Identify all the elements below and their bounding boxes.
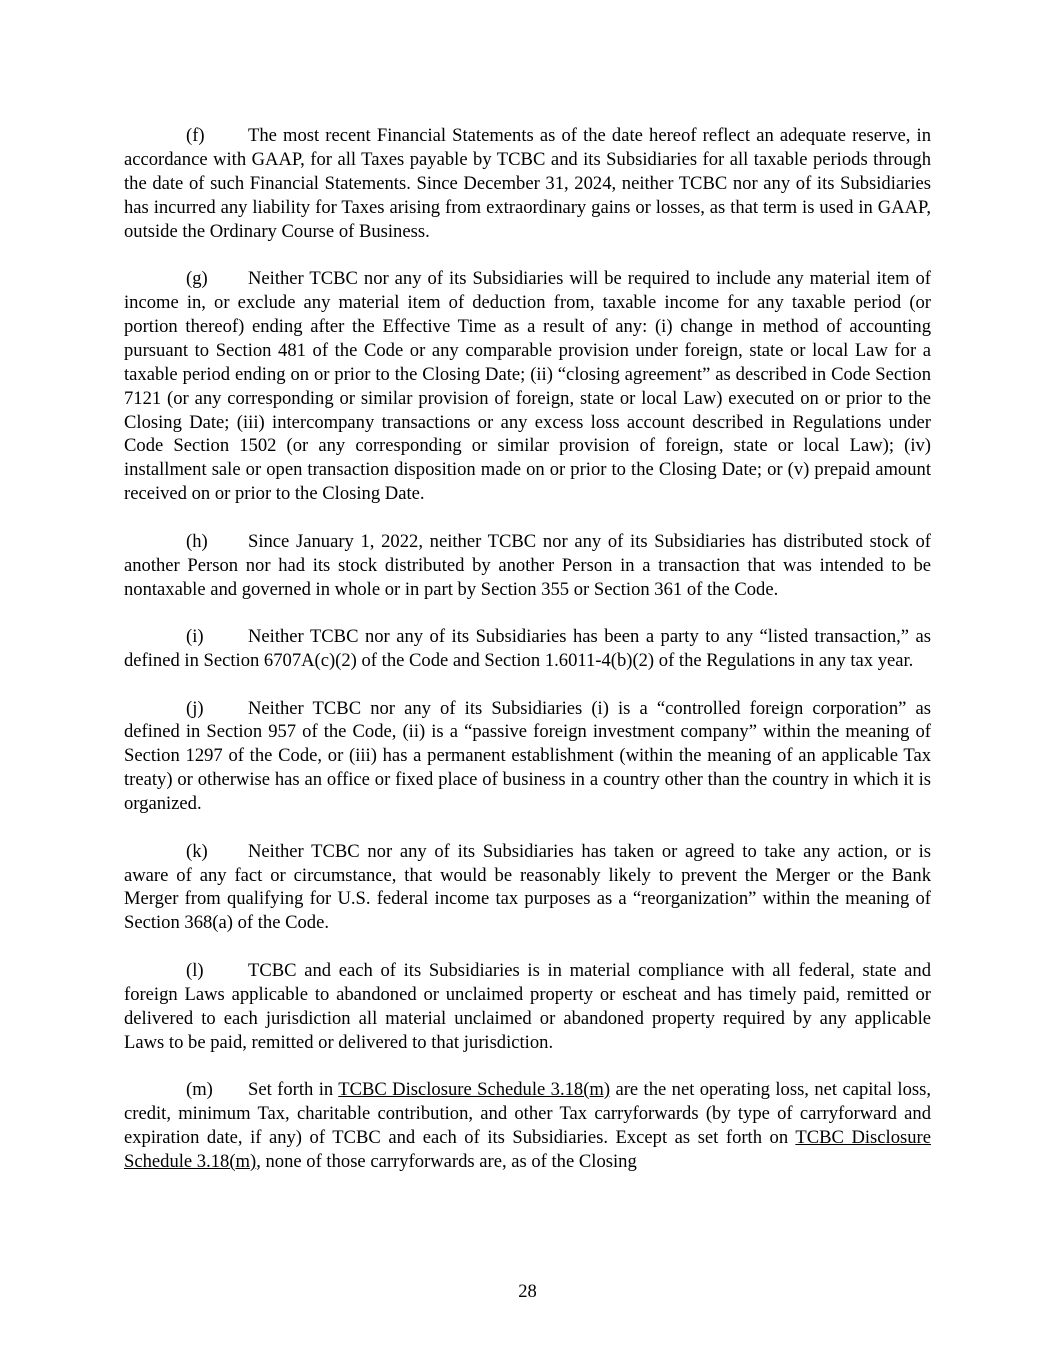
paragraph-i (124, 625, 931, 673)
paragraph-label: (g) (186, 268, 208, 290)
paragraph-label: (h) (186, 530, 208, 552)
paragraph-text: The most recent Financial Statements as of the date hereof reflect an adequate reserve, in accordance with GAAP, for all Taxes payable by TCBC and its Subsidiaries for all taxable periods through the date of such Financial Statements. Since December 31, 2024, neither TCBC nor any of its Subsidiaries has incurred any liability for Taxes arising from extraordinary gains or losses, as that term is used in GAAP, outside the Ordinary Course of Business. (124, 125, 931, 242)
paragraph-label: (i) (186, 626, 204, 648)
disclosure-schedule-reference: TCBC Disclosure Schedule 3.18(m) (338, 1079, 611, 1101)
paragraph-m (124, 1078, 931, 1174)
paragraph-label: (f) (186, 125, 205, 146)
paragraph-l (124, 959, 931, 1055)
paragraph-label: (j) (186, 697, 204, 719)
disclosure-schedule-reference: TCBC Disclosure Schedule 3.18(m) (124, 1126, 931, 1172)
paragraph-text: are the net operating loss, net capital loss, credit, minimum Tax, charitable contribution, and other Tax carryforwards (by type of carryforward and expiration date, if any) of TCBC and each of its Subsidiaries. Except as set forth on (124, 1079, 931, 1148)
paragraph-text: Neither TCBC nor any of its Subsidiaries will be required to include any material item of income in, or exclude any material item of deduction from, taxable income for any taxable period (or portion thereof) ending after the Effective Time as a result of any: (i) change in method of accounting pursuant to Section 481 of the Code or any comparable provision under foreign, state or local Law for a taxable period ending on or prior to the Closing Date; (ii) “closing agreement” as described in Code Section 7121 (or any corresponding or similar provision of foreign, state or local Law) executed on or prior to the Closing Date; (iii) intercompany transactions or any excess loss account described in Regulations under Code Section 1502 (or any corresponding or similar provision of foreign, state or local Law); (iv) installment sale or open transaction disposition made on or prior to the Closing Date; or (v) prepaid amount received on or prior to the Closing Date. (124, 268, 931, 505)
paragraph-label: (l) (186, 959, 204, 981)
page-number: 28 (518, 1281, 537, 1302)
paragraph-text: Neither TCBC nor any of its Subsidiaries has taken or agreed to take any action, or is aware of any fact or circumstance, that would be reasonably likely to prevent the Merger or the Bank Merger from qualifying for U.S. federal income tax purposes as a “reorganization” within the meaning of Section 368(a) of the Code. (124, 840, 931, 934)
paragraph-label: (k) (186, 840, 208, 862)
paragraph-f (124, 124, 931, 244)
document-page (124, 124, 931, 1197)
paragraph-j (124, 697, 931, 817)
paragraph-text: , none of those carryforwards are, as of the Closing (256, 1150, 637, 1172)
paragraph-g (124, 267, 931, 506)
paragraph-text: Since January 1, 2022, neither TCBC nor any of its Subsidiaries has distributed stock of another Person nor had its stock distributed by another Person in a transaction that was intended to be nontaxable and governed in whole or in part by Section 355 or Section 361 of the Code. (124, 530, 931, 600)
paragraph-h (124, 530, 931, 602)
paragraph-k (124, 840, 931, 936)
paragraph-text: TCBC and each of its Subsidiaries is in material compliance with all federal, state and foreign Laws applicable to abandoned or unclaimed property or escheat and has timely paid, remitted or delivered to each jurisdiction all material unclaimed or abandoned property required by any applicable Laws to be paid, remitted or delivered to that jurisdiction. (124, 959, 931, 1053)
paragraph-text: Neither TCBC nor any of its Subsidiaries has been a party to any “listed transaction,” as defined in Section 6707A(c)(2) of the Code and Section 1.6011-4(b)(2) of the Regulations in any tax year. (124, 626, 931, 671)
paragraph-text: Set forth in (248, 1079, 339, 1101)
paragraph-text: Neither TCBC nor any of its Subsidiaries (i) is a “controlled foreign corporation” as defined in Section 957 of the Code, (ii) is a “passive foreign investment company” within the meaning of Section 1297 of the Code, or (iii) has a permanent establishment (within the meaning of an applicable Tax treaty) or otherwise has an office or fixed place of business in a country other than the country in which it is organized. (124, 697, 931, 815)
paragraph-label: (m) (186, 1079, 213, 1101)
